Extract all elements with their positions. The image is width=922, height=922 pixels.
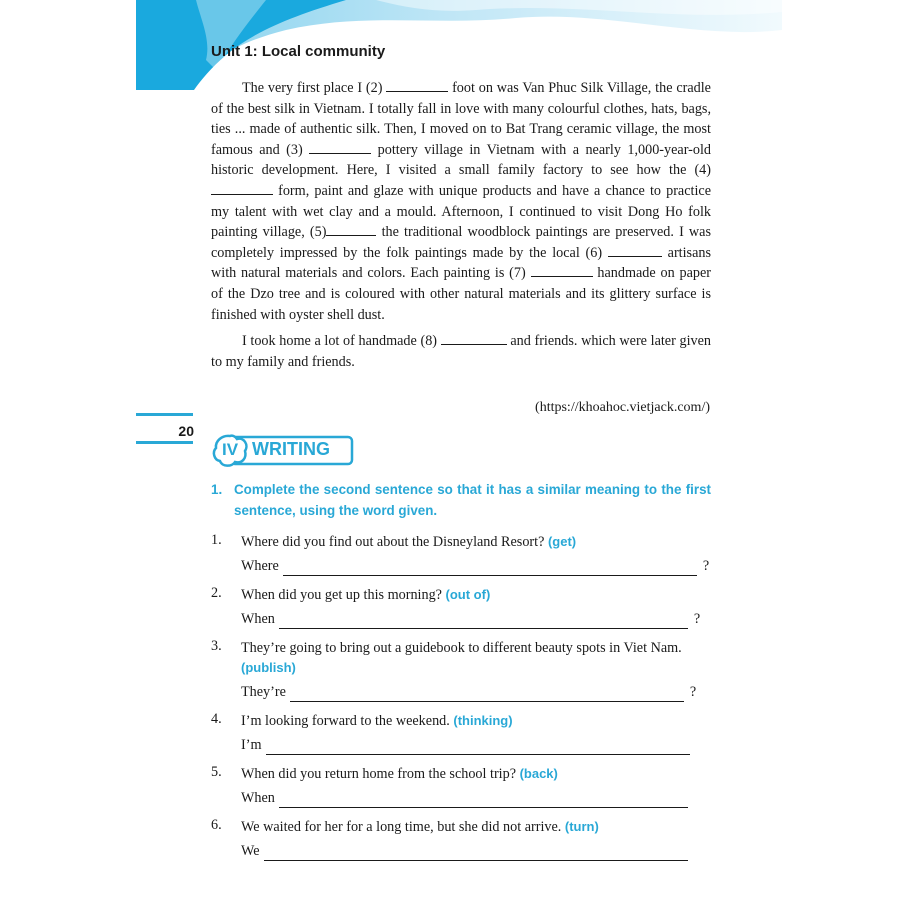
exercise-number: 1. [211,532,222,548]
keyword-hint: (get) [547,534,577,549]
blank-4[interactable] [211,182,273,195]
keyword-hint: (back) [519,766,558,781]
answer-start: Where [241,558,279,574]
page-number: 20 [178,423,194,439]
exercise-number: 6. [211,817,222,833]
answer-blank[interactable] [290,687,684,702]
answer-start: I’m [241,737,262,753]
exercise-item [211,817,711,861]
exercise-number: 5. [211,764,222,780]
instruction-number: 1. [211,482,223,497]
keyword-hint: (thinking) [453,713,513,728]
keyword-hint: (turn) [564,819,599,834]
section-number: IV [221,440,239,459]
unit-title: Unit 1: Local community [211,43,386,60]
answer-blank[interactable] [266,740,690,755]
reading-passage [211,78,711,372]
passage-paragraph-2: I took home a lot of handmade (8) and friends. which were later given to my family and friends. [211,333,712,370]
answer-blank[interactable] [264,846,688,861]
keyword-hint: (out of) [445,587,491,602]
exercise-question: When did you return home from the school trip? (back) [241,766,558,782]
exercise-question: I’m looking forward to the weekend. (thinking) [241,713,513,729]
page-number-rule-top [136,413,193,416]
source-citation: (https://khoahoc.vietjack.com/) [535,400,710,415]
exercise-number: 4. [211,711,222,727]
answer-line: When ? [241,611,701,627]
exercise-item [211,585,711,629]
blank-6[interactable] [608,244,662,257]
blank-8[interactable] [441,332,507,345]
answer-line [241,788,711,808]
exercise-question: When did you get up this morning? (out of) [241,587,491,603]
exercise-question: They’re going to bring out a guidebook to different beauty spots in Viet Nam. (publish) [241,640,682,675]
answer-start: When [241,790,275,806]
answer-start: They’re [241,684,286,700]
answer-line: They’re ? [241,684,697,700]
keyword-hint: (publish) [241,660,296,675]
exercise-question: Where did you find out about the Disneyland Resort? (get) [241,534,577,550]
blank-5[interactable] [326,223,376,236]
exercise-item [211,532,711,576]
exercise-item [211,711,711,755]
section-title: WRITING [252,439,330,459]
exercise-question: We waited for her for a long time, but she did not arrive. (turn) [241,819,599,835]
answer-line: Where ? [241,558,710,574]
exercise-item [211,638,711,702]
section-heading-writing [211,432,355,468]
exercise-number: 2. [211,585,222,601]
exercise-instruction [211,479,711,521]
page-number-rule-bottom [136,441,193,444]
answer-line [241,735,711,755]
exercise-item [211,764,711,808]
exercise-number: 3. [211,638,222,654]
answer-start: When [241,611,275,627]
answer-blank[interactable] [283,561,697,576]
blank-2[interactable] [386,79,448,92]
exercise-list [211,532,711,870]
instruction-text: Complete the second sentence so that it has a similar meaning to the first sentence, using the word given. [234,482,711,518]
answer-blank[interactable] [279,614,688,629]
blank-3[interactable] [309,141,371,154]
passage-paragraph-1: The very first place I (2) foot on was Van Phuc Silk Village, the cradle of the best silk in Vietnam. I totally fall in love with many colourful clothes, hats, bags, ties ... made of authentic silk. Then, I moved on to Bat Trang ceramic village, the most famous and (3) pottery village in Vietnam with a nearly 1,000-year-old historic development. Here, I visited a small family factory to see how the (4) form, paint and glaze with unique products and have a chance to practice my talent with wet clay and a mould. Afternoon, I continued to visit Dong Ho folk painting village, (5) the traditional woodblock paintings are preserved. I was completely impressed by the folk paintings made by the local (6) artisans with natural materials and colors. Each painting is (7) handmade on paper of the Dzo tree and is coloured with other natural materials and its glittery surface is finished with oyster shell dust. [211,80,711,323]
blank-7[interactable] [531,264,593,277]
answer-line [241,841,711,861]
answer-blank[interactable] [279,793,688,808]
answer-start: We [241,843,260,859]
